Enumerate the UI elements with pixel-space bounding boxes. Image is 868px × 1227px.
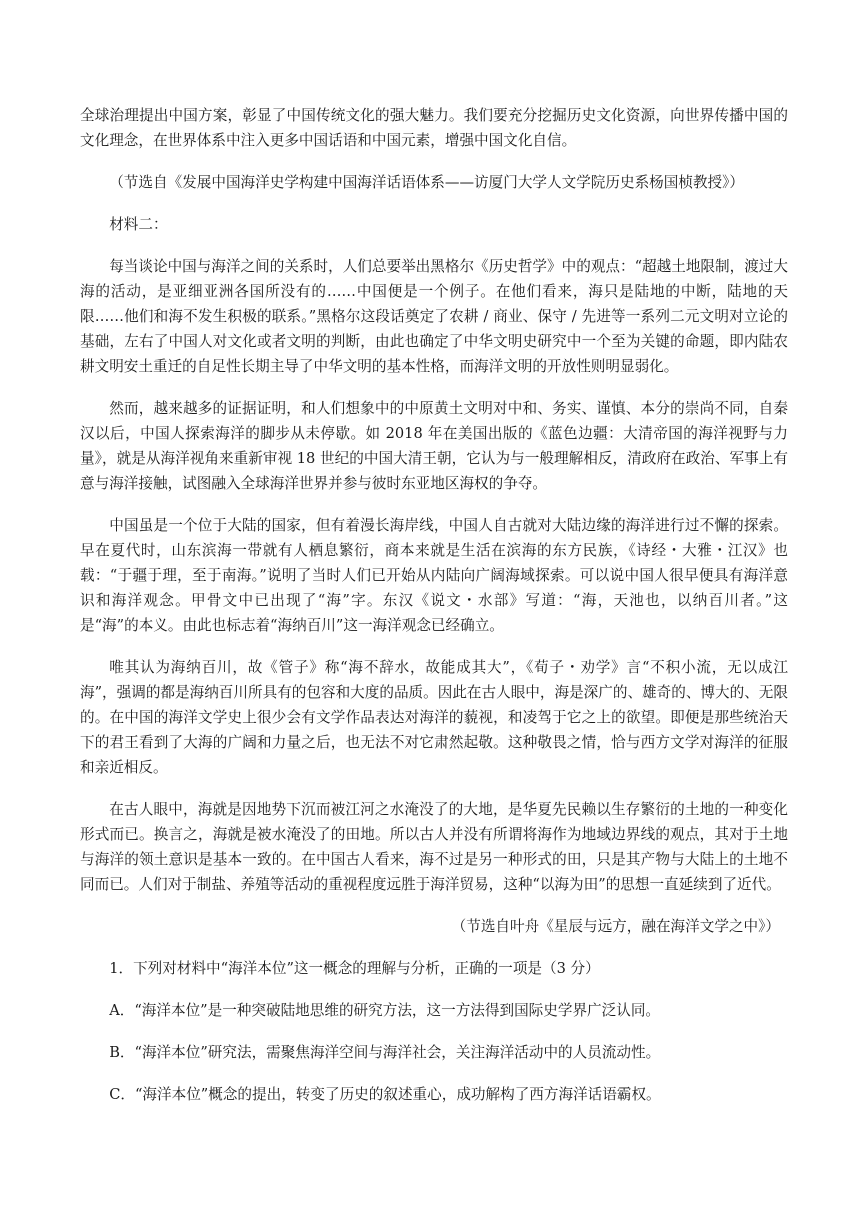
material-2-paragraph: 中国虽是一个位于大陆的国家，但有着漫长海岸线，中国人自古就对大陆边缘的海洋进行过不懈的探索。早在夏代时，山东滨海一带就有人栖息繁衍，商本来就是生活在滨海的东方民族，《诗经・大雅・江汉》也载：“于疆于理，至于南海。”说明了当时人们已开始从内陆向广阔海域探索。可以说中国人很早便具有海洋意识和海洋观念。甲骨文中已出现了“海”字。东汉《说文・水部》写道：“海，天池也，以纳百川者。”这是“海”的本义。由此也标志着“海纳百川”这一海洋观念已经确立。 (80, 517, 788, 634)
material-2-paragraph: 然而，越来越多的证据证明，和人们想象中的中原黄土文明对中和、务实、谨慎、本分的崇尚不同，自秦汉以后，中国人探索海洋的脚步从未停歇。如 2018 年在美国出版的《蓝色边疆：大清帝国的海洋视野与力量》，就是从海洋视角来重新审视 18 世纪的中国大清王朝，它认为与一般理解相反，清政府在政治、军事上有意与海洋接触，试图融入全球海洋世界并参与彼时东亚地区海权的争夺。 (80, 400, 788, 492)
option-b: B．“海洋本位”研究法，需聚焦海洋空间与海洋社会，关注海洋活动中的人员流动性。 (109, 1044, 661, 1061)
intro-paragraph: 全球治理提出中国方案，彰显了中国传统文化的强大魅力。我们要充分挖掘历史文化资源，向世界传播中国的文化理念，在世界体系中注入更多中国话语和中国元素，增强中国文化自信。 (80, 107, 788, 149)
option-c: C．“海洋本位”概念的提出，转变了历史的叙述重心，成功解构了西方海洋话语霸权。 (109, 1086, 661, 1103)
material-2-paragraph: 每当谈论中国与海洋之间的关系时，人们总要举出黑格尔《历史哲学》中的观点：“超越土地限制，渡过大海的活动，是亚细亚洲各国所没有的……中国便是一个例子。在他们看来，海只是陆地的中断，陆地的天限……他们和海不发生积极的联系。”黑格尔这段话奠定了农耕 / 商业、保守 / 先进等一系列二元文明对立论的基础，左右了中国人对文化或者文明的判断，由此也确定了中华文明史研究中一个至为关键的命题，即内陆农耕文明安土重迁的自足性长期主导了中华文明的基本性格，而海洋文明的开放性则明显弱化。 (80, 258, 788, 375)
source-citation-2: （节选自叶舟《星辰与远方，融在海洋文学之中》） (451, 918, 780, 935)
source-citation-1: （节选自《发展中国海洋史学构建中国海洋话语体系——访厦门大学人文学院历史系杨国桢教授》） (109, 174, 745, 191)
question-stem: 1．下列对材料中“海洋本位”这一概念的理解与分析，正确的一项是（3 分） (109, 960, 600, 977)
option-a: A．“海洋本位”是一种突破陆地思维的研究方法，这一方法得到国际史学界广泛认同。 (109, 1002, 661, 1019)
material-2-heading: 材料二： (109, 216, 168, 233)
question-1 (80, 956, 788, 1107)
material-2-paragraph: 唯其认为海纳百川，故《管子》称“海不辞水，故能成其大”，《荀子・劝学》言“不积小流，无以成江海”，强调的都是海纳百川所具有的包容和大度的品质。因此在古人眼中，海是深广的、雄奇的、博大的、无限的。在中国的海洋文学史上很少会有文学作品表达对海洋的藐视，和凌驾于它之上的欲望。即便是那些统治天下的君王看到了大海的广阔和力量之后，也无法不对它肃然起敬。这种敬畏之情，恰与西方文学对海洋的征服和亲近相反。 (80, 659, 788, 776)
document-page (80, 103, 788, 1107)
material-2-paragraph: 在古人眼中，海就是因地势下沉而被江河之水淹没了的大地，是华夏先民赖以生存繁衍的土地的一种变化形式而已。换言之，海就是被水淹没了的田地。所以古人并没有所谓将海作为地域边界线的观点，其对于土地与海洋的领土意识是基本一致的。在中国古人看来，海不过是另一种形式的田，只是其产物与大陆上的土地不同而已。人们对于制盐、养殖等活动的重视程度远胜于海洋贸易，这种“以海为田”的思想一直延续到了近代。 (80, 801, 788, 893)
